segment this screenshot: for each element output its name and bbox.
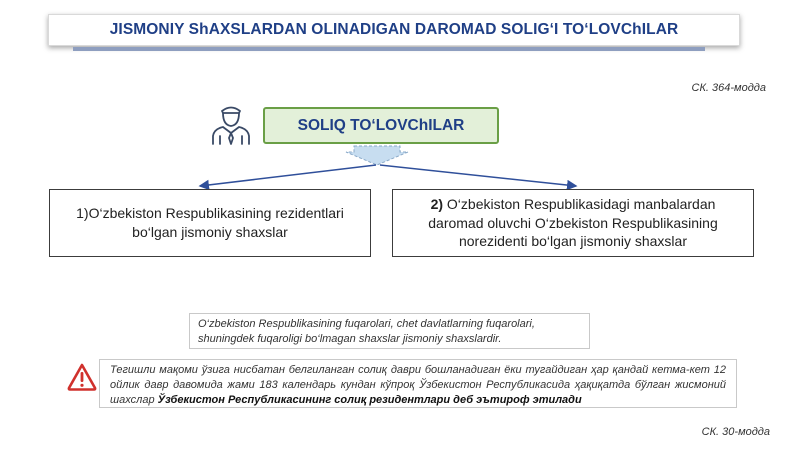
warning-icon bbox=[67, 363, 97, 391]
page-title: JISMONIY ShAXSLARDAN OLINADIGAN DAROMAD SOLIG‘I TO‘LOVChILAR bbox=[109, 21, 679, 38]
category-nonresidents bbox=[392, 189, 754, 257]
reference-top: СК. 364-модда bbox=[691, 82, 766, 94]
taxpayers-box: SOLIQ TO‘LOVChILAR bbox=[263, 107, 499, 144]
residency-warning bbox=[99, 359, 737, 408]
category-text: O‘zbekiston Respublikasining rezidentlari bo‘lgan jismoniy shaxslar bbox=[88, 205, 344, 240]
category-text: O‘zbekiston Respublikasidagi manbalardan daromad oluvchi O‘zbekiston Respublikasining norezidenti bo‘lgan jismoniy shaxslar bbox=[428, 195, 718, 250]
title-banner bbox=[48, 14, 740, 46]
definition-note: O‘zbekiston Respublikasining fuqarolari, chet davlatlarning fuqarolari, shuningdek fuqaroligi bo‘lmagan shaxslar jismoniy shaxslardir. bbox=[189, 313, 590, 349]
warning-text: Тегишли мақоми ўзига нисбатан белгиланган солиқ даври бошланадиган ёки тугайдиган ҳар қандай кетма-кет 12 ойлик давр давомида жами 183 календарь кундан кўпроқ Ўзбекистон Республикасида ҳақиқатда бўлган жисмоний шахслар bbox=[110, 364, 726, 407]
category-number: 1) bbox=[76, 205, 89, 222]
warning-bold-text: Ўзбекистон Республикасининг солиқ резидентлари деб эътироф этилади bbox=[157, 394, 582, 407]
arrow-right bbox=[380, 165, 576, 186]
category-residents bbox=[49, 189, 371, 257]
person-icon bbox=[208, 100, 254, 146]
category-number: 2) bbox=[430, 195, 444, 212]
reference-bottom: СК. 30-модда bbox=[701, 426, 770, 438]
title-underline bbox=[73, 47, 705, 51]
arrow-left bbox=[200, 165, 376, 186]
down-arrow-icon bbox=[346, 146, 408, 165]
